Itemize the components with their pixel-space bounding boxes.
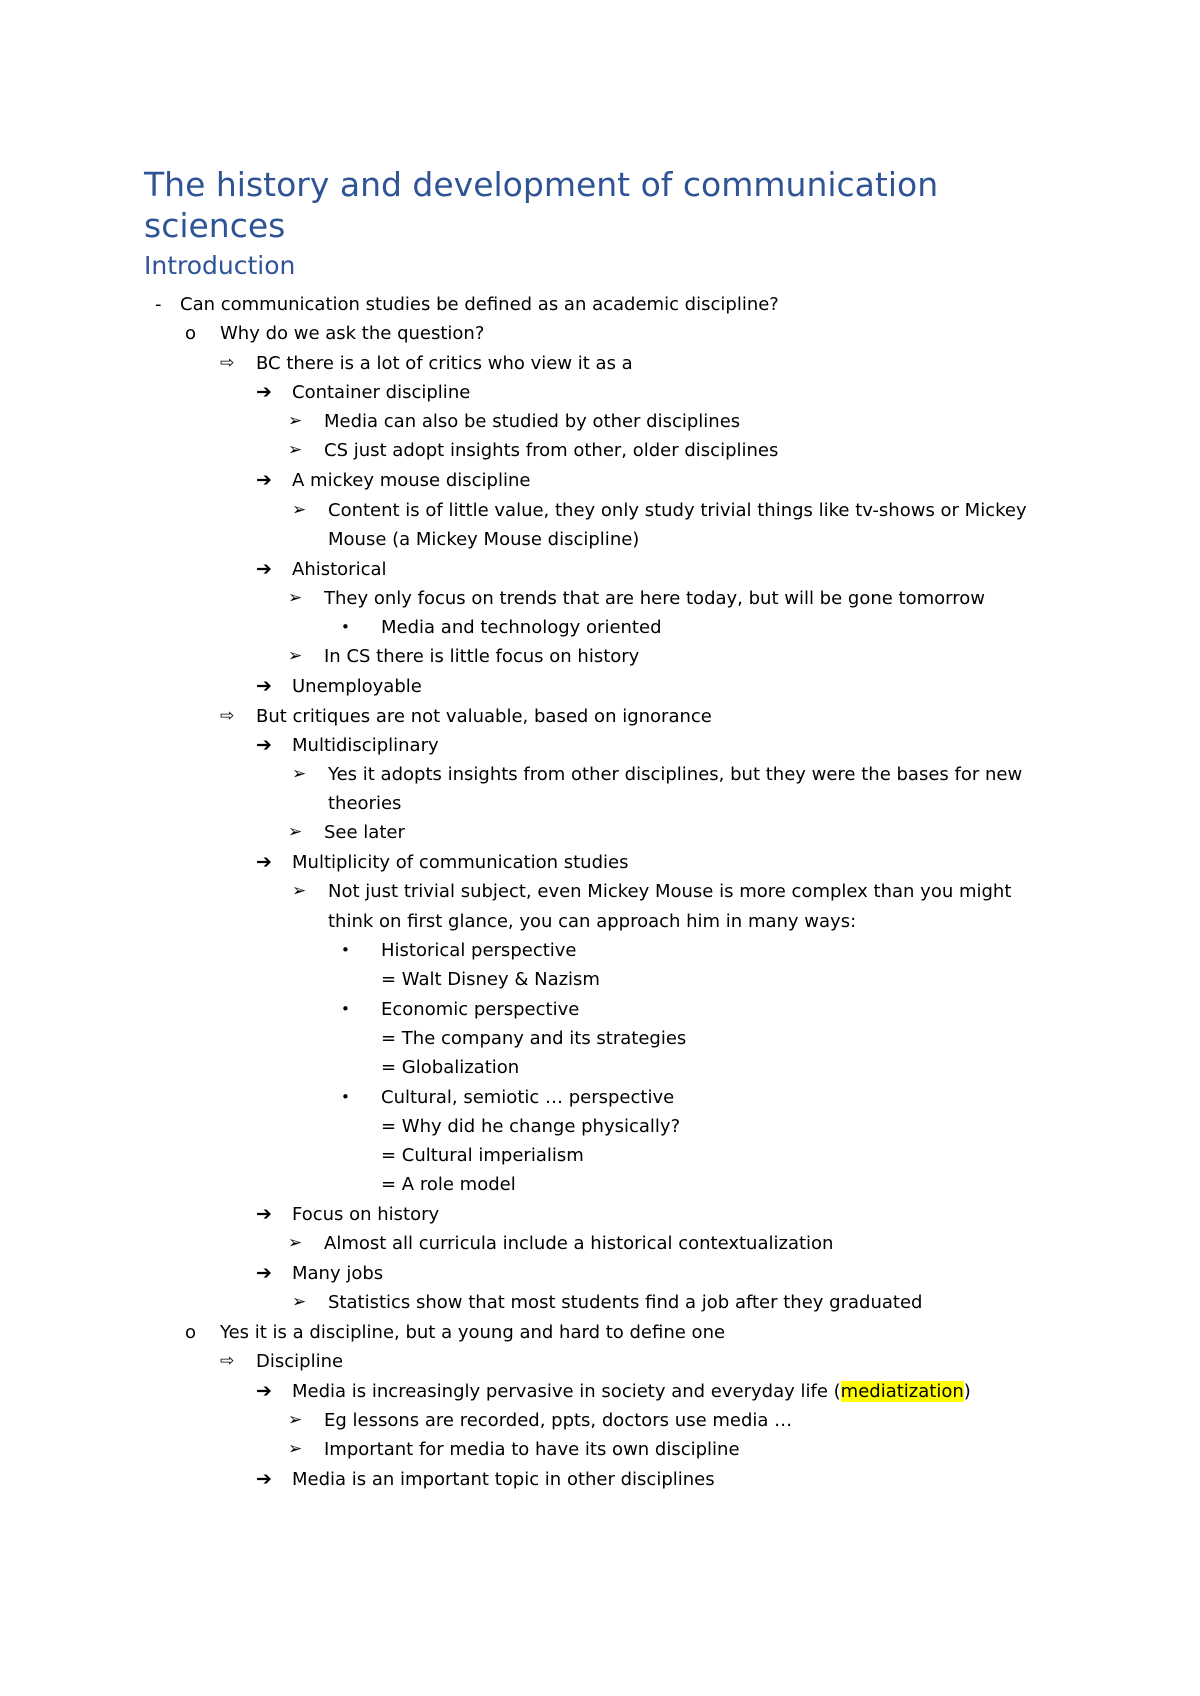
highlighted-term: mediatization [840,1381,964,1402]
outline-item [328,907,856,936]
bold-arrow-bullet-icon: ➔ [256,1262,272,1284]
outline-item-text: Why do we ask the question? [220,323,485,344]
outline-item [324,407,740,436]
section-heading: Introduction [144,251,296,280]
outline-item [381,1170,516,1199]
outline-item-text: Cultural, semiotic … perspective [381,1087,675,1108]
outline-item [292,1259,383,1288]
outline-item [381,1053,519,1082]
outline-item [256,702,712,731]
outline-item [292,1377,971,1406]
arrowhead-bullet-icon: ➢ [292,500,307,520]
outline-item-text: Unemployable [292,676,422,697]
outline-item-text: theories [328,793,402,814]
outline-item [292,1200,439,1229]
outline-item-text: Media can also be studied by other disciplines [324,411,741,432]
arrowhead-bullet-icon: ➢ [292,1292,307,1312]
outline-item-text: Yes it adopts insights from other disciplines, but they were the bases for new [328,764,1023,785]
outline-item [220,1318,725,1347]
bold-arrow-bullet-icon: ➔ [256,1203,272,1225]
outline-item [381,1112,680,1141]
outline-item [381,936,577,965]
arrowhead-bullet-icon: ➢ [288,1410,303,1430]
outline-item-text: Important for media to have its own discipline [324,1439,740,1460]
outline-item-text: Media and technology oriented [381,617,662,638]
dash-bullet-icon: - [155,294,162,315]
outline-item [256,349,633,378]
bold-arrow-bullet-icon: ➔ [256,1380,272,1402]
open-arrow-bullet-icon: ⇨ [220,706,235,726]
outline-item-text: In CS there is little focus on history [324,646,640,667]
outline-item-text: think on first glance, you can approach him in many ways: [328,911,857,932]
dot-bullet-icon: • [341,1000,350,1018]
outline-item [381,995,579,1024]
outline-item-text: Statistics show that most students find a job after they graduated [328,1292,923,1313]
outline-item [324,1406,792,1435]
bold-arrow-bullet-icon: ➔ [256,675,272,697]
outline-item [328,760,1022,789]
outline-item [324,436,778,465]
outline-item-text: Can communication studies be defined as an academic discipline? [180,294,779,315]
outline-item [256,1347,343,1376]
outline-item-text: Yes it is a discipline, but a young and hard to define one [220,1322,726,1343]
dot-bullet-icon: • [341,1088,350,1106]
outline-item [292,672,422,701]
outline-item [381,1083,674,1112]
bold-arrow-bullet-icon: ➔ [256,1468,272,1490]
bold-arrow-bullet-icon: ➔ [256,558,272,580]
bold-arrow-bullet-icon: ➔ [256,851,272,873]
outline-item-text: Not just trivial subject, even Mickey Mouse is more complex than you might [328,881,1012,902]
outline-item [328,496,1027,525]
outline-item [328,877,1011,906]
dot-bullet-icon: • [341,618,350,636]
outline-item-text: Focus on history [292,1204,440,1225]
outline-item-text-after: ) [963,1381,971,1402]
outline-item-text: BC there is a lot of critics who view it as a [256,353,633,374]
bold-arrow-bullet-icon: ➔ [256,734,272,756]
outline-item [292,555,387,584]
dot-bullet-icon: • [341,941,350,959]
outline-item [180,290,779,319]
outline-item [292,1465,715,1494]
outline-item-text: Almost all curricula include a historical contextualization [324,1233,834,1254]
arrowhead-bullet-icon: ➢ [292,764,307,784]
arrowhead-bullet-icon: ➢ [288,588,303,608]
outline-item-text: Multidisciplinary [292,735,439,756]
outline-item-text: Mouse (a Mickey Mouse discipline) [328,529,640,550]
outline-item-text: Historical perspective [381,940,577,961]
outline-item-text: Discipline [256,1351,344,1372]
outline-item-text: CS just adopt insights from other, older disciplines [324,440,779,461]
outline-item [381,613,662,642]
arrowhead-bullet-icon: ➢ [288,646,303,666]
outline-item-text: A mickey mouse discipline [292,470,531,491]
outline-item-text: But critiques are not valuable, based on ignorance [256,706,712,727]
outline-item [328,1288,922,1317]
outline-item-text: Container discipline [292,382,471,403]
outline-item-text: = The company and its strategies [381,1028,687,1049]
outline-item-text: Eg lessons are recorded, ppts, doctors use media … [324,1410,793,1431]
outline-item [324,1229,833,1258]
outline-item-text: See later [324,822,405,843]
outline-item-text: They only focus on trends that are here today, but will be gone tomorrow [324,588,985,609]
outline-item [292,848,628,877]
outline-item [292,378,470,407]
outline-item [381,1141,584,1170]
outline-item [220,319,484,348]
outline-item-text: = Walt Disney & Nazism [381,969,600,990]
arrowhead-bullet-icon: ➢ [288,440,303,460]
outline-item-text: = Globalization [381,1057,520,1078]
open-arrow-bullet-icon: ⇨ [220,1351,235,1371]
outline-item [328,525,639,554]
outline-item-text: Economic perspective [381,999,580,1020]
arrowhead-bullet-icon: ➢ [288,822,303,842]
outline-item-text: Multiplicity of communication studies [292,852,629,873]
document-title: The history and development of communication sciences [144,165,939,245]
outline-item [381,1024,686,1053]
arrowhead-bullet-icon: ➢ [292,881,307,901]
arrowhead-bullet-icon: ➢ [288,1439,303,1459]
outline-item [324,584,985,613]
open-arrow-bullet-icon: ⇨ [220,353,235,373]
outline-item-text: = Why did he change physically? [381,1116,681,1137]
outline-item [328,789,401,818]
outline-item [324,642,639,671]
outline-item [324,1435,740,1464]
outline-item-text: Ahistorical [292,559,387,580]
outline-item [381,965,600,994]
outline-item [292,466,530,495]
outline-item-text: = Cultural imperialism [381,1145,584,1166]
outline-item-text: Media is increasingly pervasive in society and everyday life ( [292,1381,841,1402]
outline-item [324,818,405,847]
outline-item-text: = A role model [381,1174,516,1195]
bold-arrow-bullet-icon: ➔ [256,469,272,491]
outline-item-text: Media is an important topic in other disciplines [292,1469,715,1490]
bold-arrow-bullet-icon: ➔ [256,381,272,403]
outline-item-text: Many jobs [292,1263,384,1284]
arrowhead-bullet-icon: ➢ [288,1233,303,1253]
circle-bullet-icon: o [185,1322,197,1343]
outline-item-text: Content is of little value, they only study trivial things like tv-shows or Mickey [328,500,1027,521]
outline-item [292,731,439,760]
circle-bullet-icon: o [185,323,197,344]
arrowhead-bullet-icon: ➢ [288,411,303,431]
